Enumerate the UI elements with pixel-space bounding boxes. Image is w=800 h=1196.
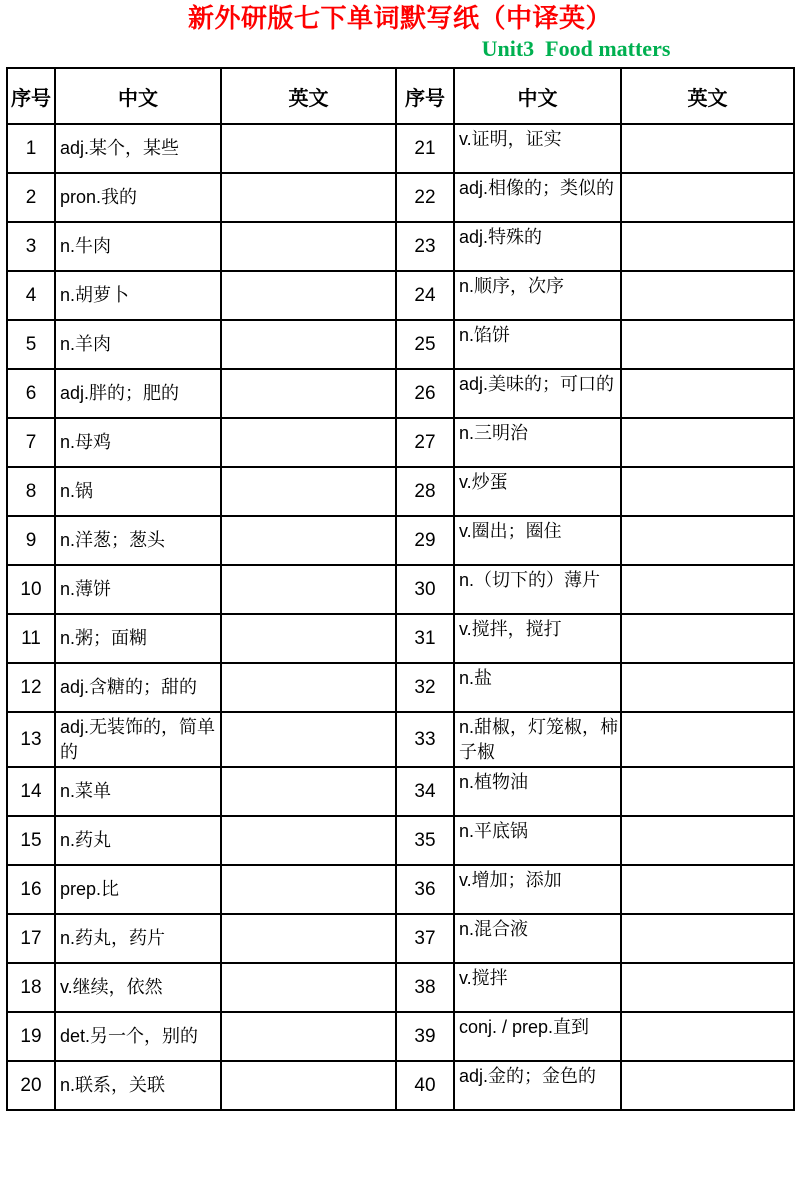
row-number-cell: 4 — [7, 271, 55, 320]
chinese-prompt-cell: adj.无装饰的，简单的 — [55, 712, 221, 767]
chinese-prompt-cell: n.锅 — [55, 467, 221, 516]
row-number-cell: 30 — [396, 565, 454, 614]
chinese-prompt-cell: v.圈出；圈住 — [454, 516, 621, 565]
english-answer-cell — [621, 271, 794, 320]
english-answer-cell — [221, 767, 396, 816]
chinese-prompt-cell: n.植物油 — [454, 767, 621, 816]
english-answer-cell — [621, 124, 794, 173]
chinese-prompt-cell: n.平底锅 — [454, 816, 621, 865]
chinese-prompt-cell: n.三明治 — [454, 418, 621, 467]
chinese-prompt-cell: v.炒蛋 — [454, 467, 621, 516]
chinese-prompt-cell: adj.特殊的 — [454, 222, 621, 271]
row-number-cell: 13 — [7, 712, 55, 767]
chinese-prompt-cell: adj.美味的；可口的 — [454, 369, 621, 418]
row-number-cell: 36 — [396, 865, 454, 914]
english-answer-cell — [221, 320, 396, 369]
chinese-prompt-cell: n.羊肉 — [55, 320, 221, 369]
table-row — [7, 516, 794, 565]
english-answer-cell — [621, 816, 794, 865]
chinese-prompt-cell: n.洋葱；葱头 — [55, 516, 221, 565]
table-row — [7, 320, 794, 369]
row-number-cell: 15 — [7, 816, 55, 865]
row-number-cell: 17 — [7, 914, 55, 963]
english-answer-cell — [221, 914, 396, 963]
row-number-cell: 2 — [7, 173, 55, 222]
chinese-prompt-cell: n.胡萝卜 — [55, 271, 221, 320]
english-answer-cell — [221, 865, 396, 914]
english-answer-cell — [221, 271, 396, 320]
english-answer-cell — [221, 712, 396, 767]
table-row — [7, 914, 794, 963]
table-row — [7, 712, 794, 767]
row-number-cell: 38 — [396, 963, 454, 1012]
chinese-prompt-cell: n.菜单 — [55, 767, 221, 816]
english-answer-cell — [621, 222, 794, 271]
unit-subtitle: Unit3 Food matters — [481, 36, 671, 61]
chinese-prompt-cell: n.混合液 — [454, 914, 621, 963]
english-answer-cell — [221, 565, 396, 614]
english-answer-cell — [221, 1061, 396, 1110]
english-answer-cell — [621, 663, 794, 712]
row-number-cell: 33 — [396, 712, 454, 767]
english-answer-cell — [621, 767, 794, 816]
chinese-prompt-cell: adj.胖的；肥的 — [55, 369, 221, 418]
chinese-prompt-cell: adj.含糖的；甜的 — [55, 663, 221, 712]
chinese-prompt-cell: n.牛肉 — [55, 222, 221, 271]
table-row — [7, 963, 794, 1012]
table-row — [7, 467, 794, 516]
row-number-cell: 25 — [396, 320, 454, 369]
row-number-cell: 22 — [396, 173, 454, 222]
english-answer-cell — [221, 124, 396, 173]
chinese-prompt-cell: n.母鸡 — [55, 418, 221, 467]
row-number-cell: 16 — [7, 865, 55, 914]
english-answer-cell — [621, 173, 794, 222]
page-title: 新外研版七下单词默写纸（中译英） — [187, 3, 612, 33]
english-answer-cell — [221, 467, 396, 516]
header-english-left: 英文 — [221, 68, 396, 124]
chinese-prompt-cell: n.顺序，次序 — [454, 271, 621, 320]
english-answer-cell — [621, 1012, 794, 1061]
header-no-right: 序号 — [396, 68, 454, 124]
table-row — [7, 222, 794, 271]
english-answer-cell — [621, 516, 794, 565]
vocab-table — [6, 67, 795, 1111]
chinese-prompt-cell: v.证明，证实 — [454, 124, 621, 173]
table-row — [7, 271, 794, 320]
chinese-prompt-cell: det.另一个，别的 — [55, 1012, 221, 1061]
chinese-prompt-cell: pron.我的 — [55, 173, 221, 222]
row-number-cell: 9 — [7, 516, 55, 565]
english-answer-cell — [621, 369, 794, 418]
table-row — [7, 418, 794, 467]
english-answer-cell — [221, 1012, 396, 1061]
table-row — [7, 369, 794, 418]
chinese-prompt-cell: n.（切下的）薄片 — [454, 565, 621, 614]
header-row — [7, 68, 794, 124]
chinese-prompt-cell: n.药丸，药片 — [55, 914, 221, 963]
table-row — [7, 1012, 794, 1061]
row-number-cell: 35 — [396, 816, 454, 865]
row-number-cell: 3 — [7, 222, 55, 271]
chinese-prompt-cell: n.馅饼 — [454, 320, 621, 369]
row-number-cell: 37 — [396, 914, 454, 963]
table-row — [7, 565, 794, 614]
english-answer-cell — [221, 816, 396, 865]
english-answer-cell — [621, 614, 794, 663]
row-number-cell: 11 — [7, 614, 55, 663]
chinese-prompt-cell: v.增加；添加 — [454, 865, 621, 914]
chinese-prompt-cell: adj.相像的；类似的 — [454, 173, 621, 222]
row-number-cell: 5 — [7, 320, 55, 369]
table-row — [7, 767, 794, 816]
chinese-prompt-cell: n.薄饼 — [55, 565, 221, 614]
header-chinese-left: 中文 — [55, 68, 221, 124]
row-number-cell: 24 — [396, 271, 454, 320]
row-number-cell: 26 — [396, 369, 454, 418]
row-number-cell: 12 — [7, 663, 55, 712]
english-answer-cell — [621, 712, 794, 767]
english-answer-cell — [621, 914, 794, 963]
row-number-cell: 21 — [396, 124, 454, 173]
row-number-cell: 7 — [7, 418, 55, 467]
table-row — [7, 816, 794, 865]
row-number-cell: 32 — [396, 663, 454, 712]
english-answer-cell — [621, 467, 794, 516]
english-answer-cell — [621, 565, 794, 614]
chinese-prompt-cell: n.联系，关联 — [55, 1061, 221, 1110]
row-number-cell: 10 — [7, 565, 55, 614]
english-answer-cell — [221, 516, 396, 565]
english-answer-cell — [221, 418, 396, 467]
table-row — [7, 614, 794, 663]
header-no-left: 序号 — [7, 68, 55, 124]
table-row — [7, 663, 794, 712]
chinese-prompt-cell: n.甜椒，灯笼椒，柿子椒 — [454, 712, 621, 767]
header-chinese-right: 中文 — [454, 68, 621, 124]
row-number-cell: 39 — [396, 1012, 454, 1061]
english-answer-cell — [621, 320, 794, 369]
english-answer-cell — [221, 173, 396, 222]
row-number-cell: 6 — [7, 369, 55, 418]
row-number-cell: 29 — [396, 516, 454, 565]
table-row — [7, 865, 794, 914]
chinese-prompt-cell: conj. / prep.直到 — [454, 1012, 621, 1061]
chinese-prompt-cell: v.搅拌，搅打 — [454, 614, 621, 663]
english-answer-cell — [221, 663, 396, 712]
chinese-prompt-cell: v.搅拌 — [454, 963, 621, 1012]
header-english-right: 英文 — [621, 68, 794, 124]
chinese-prompt-cell: v.继续，依然 — [55, 963, 221, 1012]
chinese-prompt-cell: n.药丸 — [55, 816, 221, 865]
chinese-prompt-cell: adj.金的；金色的 — [454, 1061, 621, 1110]
table-row — [7, 173, 794, 222]
row-number-cell: 40 — [396, 1061, 454, 1110]
english-answer-cell — [221, 369, 396, 418]
table-row — [7, 1061, 794, 1110]
row-number-cell: 19 — [7, 1012, 55, 1061]
row-number-cell: 8 — [7, 467, 55, 516]
english-answer-cell — [221, 614, 396, 663]
row-number-cell: 28 — [396, 467, 454, 516]
row-number-cell: 27 — [396, 418, 454, 467]
english-answer-cell — [621, 1061, 794, 1110]
row-number-cell: 20 — [7, 1061, 55, 1110]
row-number-cell: 34 — [396, 767, 454, 816]
chinese-prompt-cell: prep.比 — [55, 865, 221, 914]
english-answer-cell — [621, 865, 794, 914]
chinese-prompt-cell: n.盐 — [454, 663, 621, 712]
row-number-cell: 31 — [396, 614, 454, 663]
english-answer-cell — [621, 418, 794, 467]
row-number-cell: 1 — [7, 124, 55, 173]
chinese-prompt-cell: n.粥；面糊 — [55, 614, 221, 663]
subtitle-row — [0, 34, 800, 64]
english-answer-cell — [221, 222, 396, 271]
row-number-cell: 23 — [396, 222, 454, 271]
english-answer-cell — [221, 963, 396, 1012]
row-number-cell: 18 — [7, 963, 55, 1012]
row-number-cell: 14 — [7, 767, 55, 816]
chinese-prompt-cell: adj.某个，某些 — [55, 124, 221, 173]
english-answer-cell — [621, 963, 794, 1012]
table-row — [7, 124, 794, 173]
